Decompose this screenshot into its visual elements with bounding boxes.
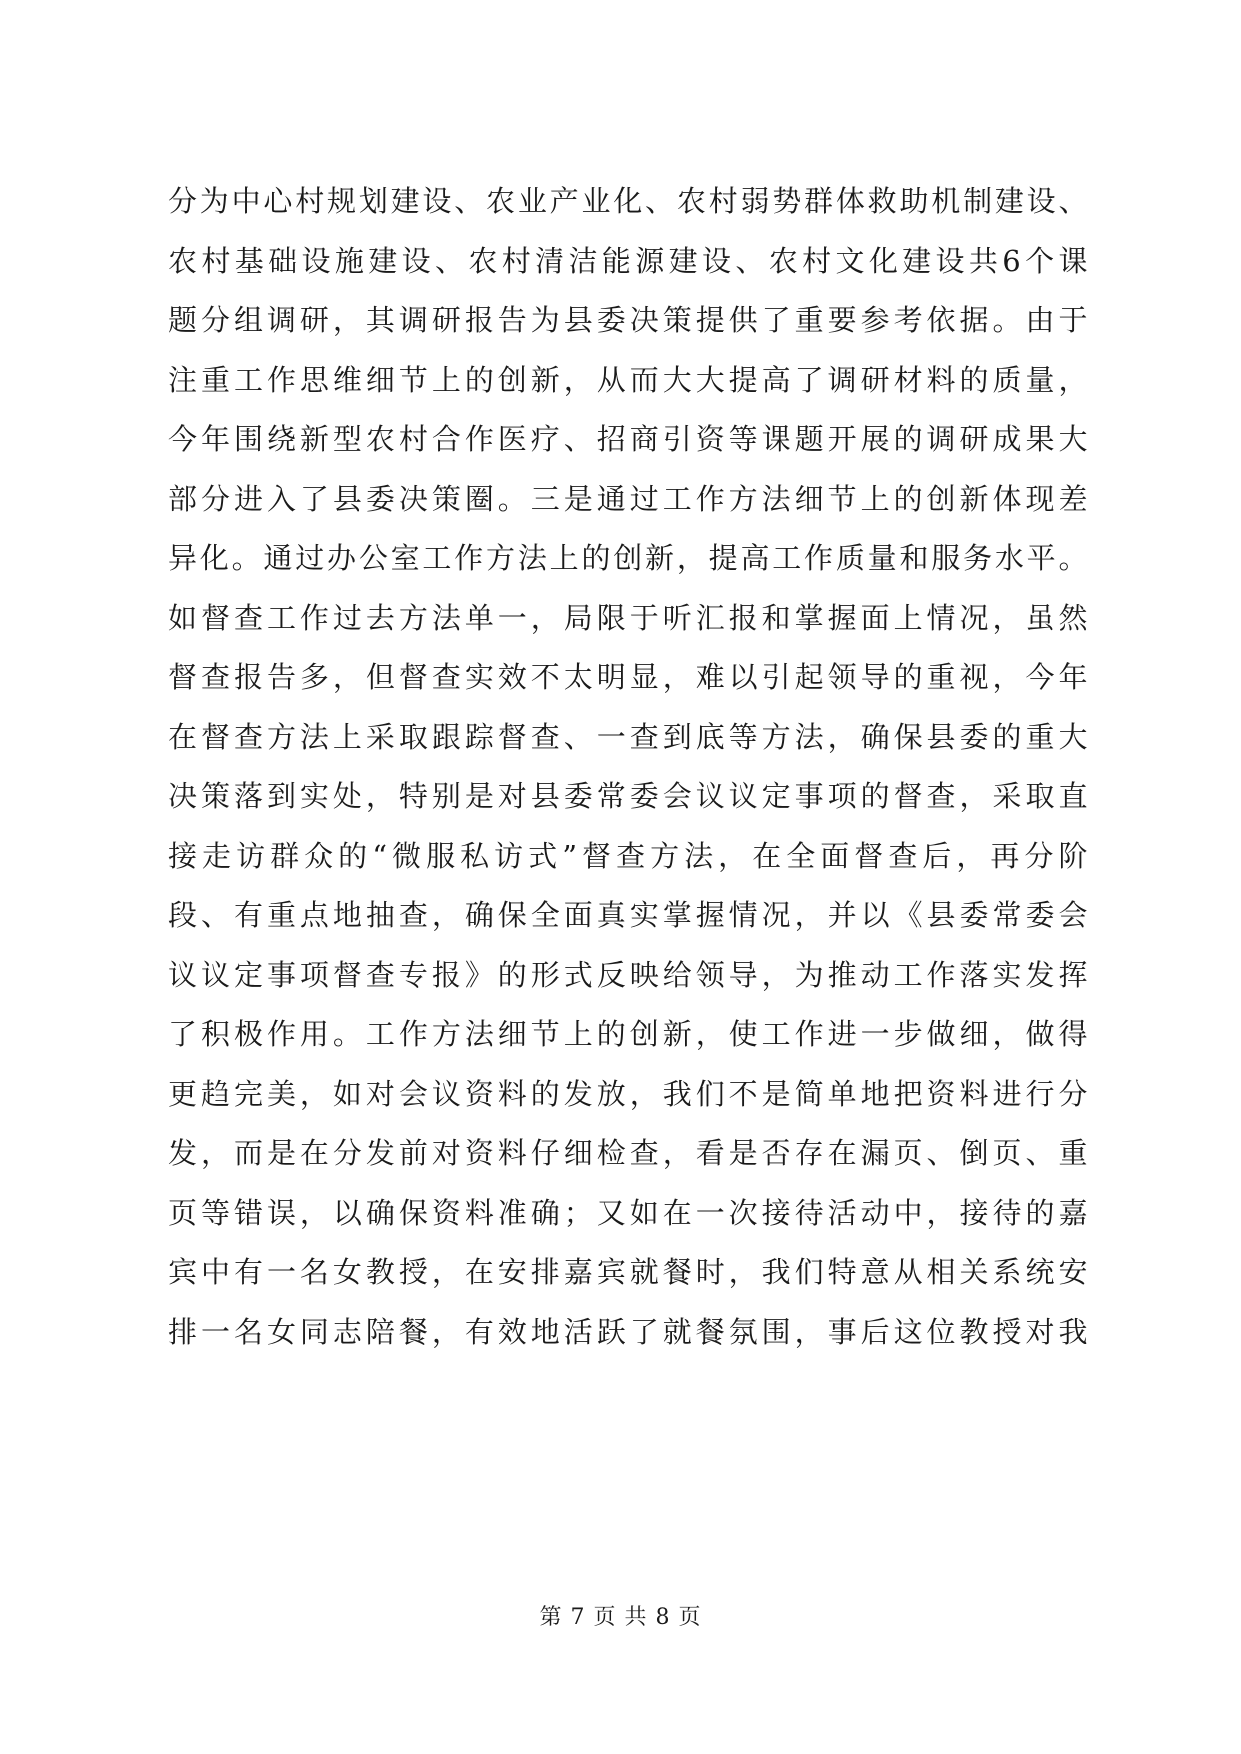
text-line: 题分组调研，其调研报告为县委决策提供了重要参考依据。由于 — [168, 303, 1088, 337]
text-line: 发，而是在分发前对资料仔细检查，看是否存在漏页、倒页、重 — [168, 1136, 1088, 1170]
body-text — [168, 172, 1088, 1362]
text-line: 农村基础设施建设、农村清洁能源建设、农村文化建设共6个课 — [168, 243, 1088, 278]
page-number-footer: 第 7 页 共 8 页 — [539, 1605, 702, 1630]
text-line: 异化。通过办公室工作方法上的创新，提高工作质量和服务水平。 — [168, 541, 1088, 575]
text-line: 督查报告多，但督查实效不太明显，难以引起领导的重视，今年 — [168, 660, 1088, 694]
text-line: 更趋完美，如对会议资料的发放，我们不是简单地把资料进行分 — [168, 1076, 1088, 1111]
text-line: 如督查工作过去方法单一，局限于听汇报和掌握面上情况，虽然 — [168, 600, 1088, 635]
text-line: 排一名女同志陪餐，有效地活跃了就餐氛围，事后这位教授对我 — [168, 1314, 1088, 1349]
text-line: 部分进入了县委决策圈。三是通过工作方法细节上的创新体现差 — [168, 481, 1088, 516]
text-line: 注重工作思维细节上的创新，从而大大提高了调研材料的质量， — [168, 362, 1088, 397]
text-line: 宾中有一名女教授，在安排嘉宾就餐时，我们特意从相关系统安 — [168, 1255, 1088, 1289]
text-line: 段、有重点地抽查，确保全面真实掌握情况，并以《县委常委会 — [168, 898, 1088, 932]
text-line: 今年围绕新型农村合作医疗、招商引资等课题开展的调研成果大 — [168, 422, 1088, 456]
text-line: 分为中心村规划建设、农业产业化、农村弱势群体救助机制建设、 — [168, 184, 1088, 218]
text-line: 决策落到实处，特别是对县委常委会议议定事项的督查，采取直 — [168, 779, 1088, 813]
text-line: 了积极作用。工作方法细节上的创新，使工作进一步做细，做得 — [168, 1017, 1088, 1051]
text-line: 页等错误，以确保资料准确；又如在一次接待活动中，接待的嘉 — [168, 1195, 1088, 1230]
text-line: 议议定事项督查专报》的形式反映给领导，为推动工作落实发挥 — [168, 957, 1088, 992]
text-line: 接走访群众的“微服私访式”督查方法，在全面督查后，再分阶 — [168, 838, 1088, 873]
text-line: 在督查方法上采取跟踪督查、一查到底等方法，确保县委的重大 — [168, 719, 1088, 754]
